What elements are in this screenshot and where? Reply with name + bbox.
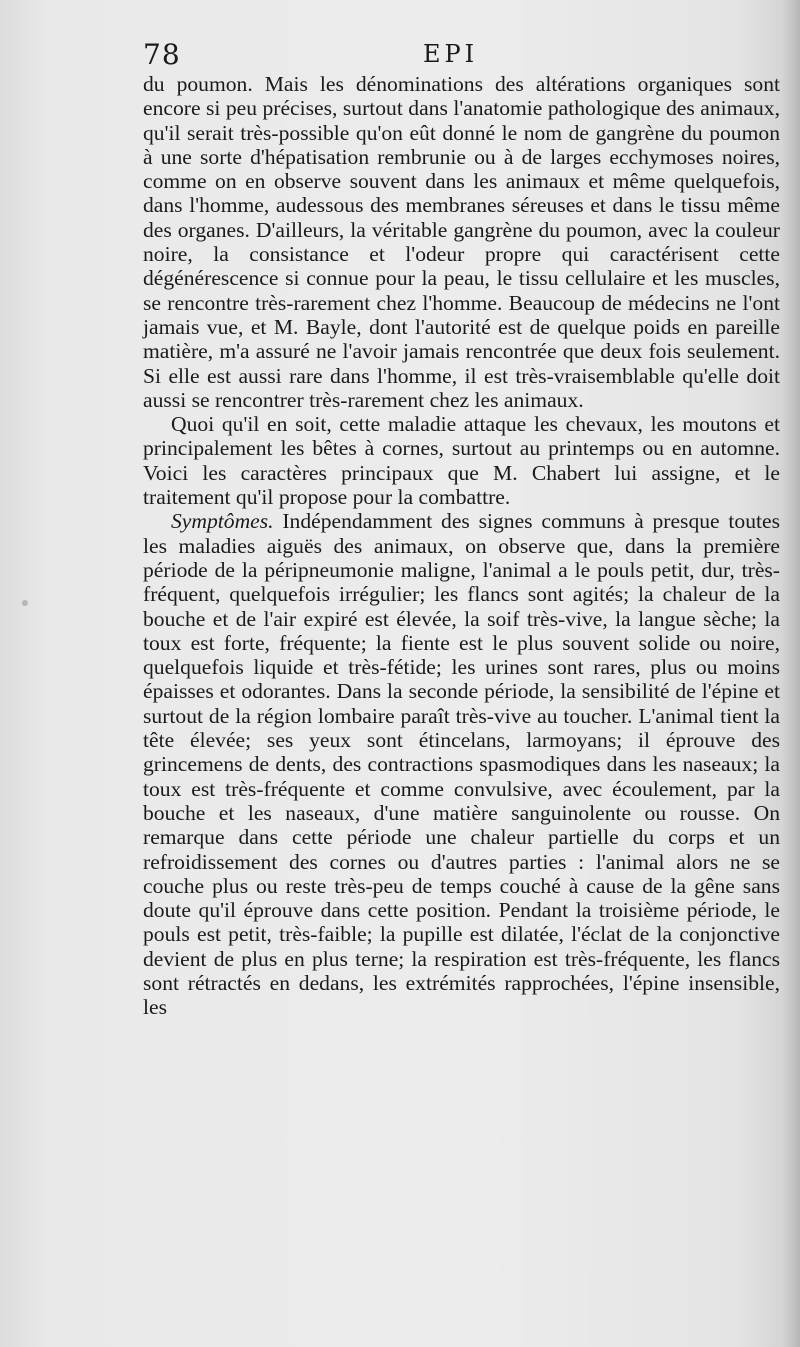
- page-edge-shadow: [782, 0, 800, 1347]
- page-number: 78: [143, 38, 181, 71]
- body-text: [143, 72, 780, 1020]
- margin-speck: [22, 600, 28, 606]
- paragraph-symptoms: [143, 509, 780, 1019]
- running-head: EPI: [423, 40, 479, 68]
- paragraph-disease-intro: Quoi qu'il en soit, cette maladie attaque les chevaux, les moutons et principalement les bêtes à cornes, surtout au printemps ou en automne. Voici les caractères principaux que M. Chabert lui assigne, et le traitement qu'il propose pour la combattre.: [143, 412, 780, 510]
- paragraph-continuation: du poumon. Mais les dénominations des altérations organiques sont encore si peu précises, surtout dans l'anatomie pathologique des animaux, qu'il serait très-possible qu'on eût donné le nom de gangrène du poumon à une sorte d'hépatisation rembrunie ou à de larges ecchymoses noires, comme on en observe souvent dans les animaux et même quelquefois, dans l'homme, audessous des membranes séreuses et dans le tissu même des organes. D'ailleurs, la véritable gangrène du poumon, avec la couleur noire, la consistance et l'odeur propre qui caractérisent cette dégénérescence si connue pour la peau, le tissu cellulaire et les muscles, se rencontre très-rarement chez l'homme. Beaucoup de médecins ne l'ont jamais vue, et M. Bayle, dont l'autorité est de quelque poids en pareille matière, m'a assuré ne l'avoir jamais rencontrée que deux fois seulement. Si elle est aussi rare dans l'homme, il est très-vraisemblable qu'elle doit aussi se rencontrer très-rarement chez les animaux.: [143, 72, 780, 412]
- symptoms-heading: Symptômes.: [171, 509, 274, 534]
- symptoms-text: Indépendamment des signes communs à presque toutes les maladies aiguës des animaux, on observe que, dans la première période de la péripneumonie maligne, l'animal a le pouls petit, dur, très-fréquent, quelquefois irrégulier; les flancs sont agités; la chaleur de la bouche et de l'air expiré est élevée, la soif très-vive, la langue sèche; la toux est forte, fréquente; la fiente est le plus souvent solide ou noire, quelquefois liquide et très-fétide; les urines sont rares, plus ou moins épaisses et odorantes. Dans la seconde période, la sensibilité de l'épine et surtout de la région lombaire paraît très-vive au toucher. L'animal tient la tête élevée; ses yeux sont étincelans, larmoyans; il éprouve des grincemens de dents, des contractions spasmodiques dans les naseaux; la toux est très-fréquente et comme convulsive, avec écoulement, par la bouche et les naseaux, d'une matière sanguinolente ou rousse. On remarque dans cette période une chaleur partielle du corps et un refroidissement des cornes ou d'autres parties : l'animal alors ne se couche plus ou reste très-peu de temps couché à cause de la gêne sans doute qu'il éprouve dans cette position. Pendant la troisième période, le pouls est petit, très-faible; la pupille est dilatée, l'éclat de la conjonctive devient de plus en plus terne; la respiration est très-fréquente, les flancs sont rétractés en dedans, les extrémités rapprochées, l'épine insensible, les: [143, 509, 780, 1020]
